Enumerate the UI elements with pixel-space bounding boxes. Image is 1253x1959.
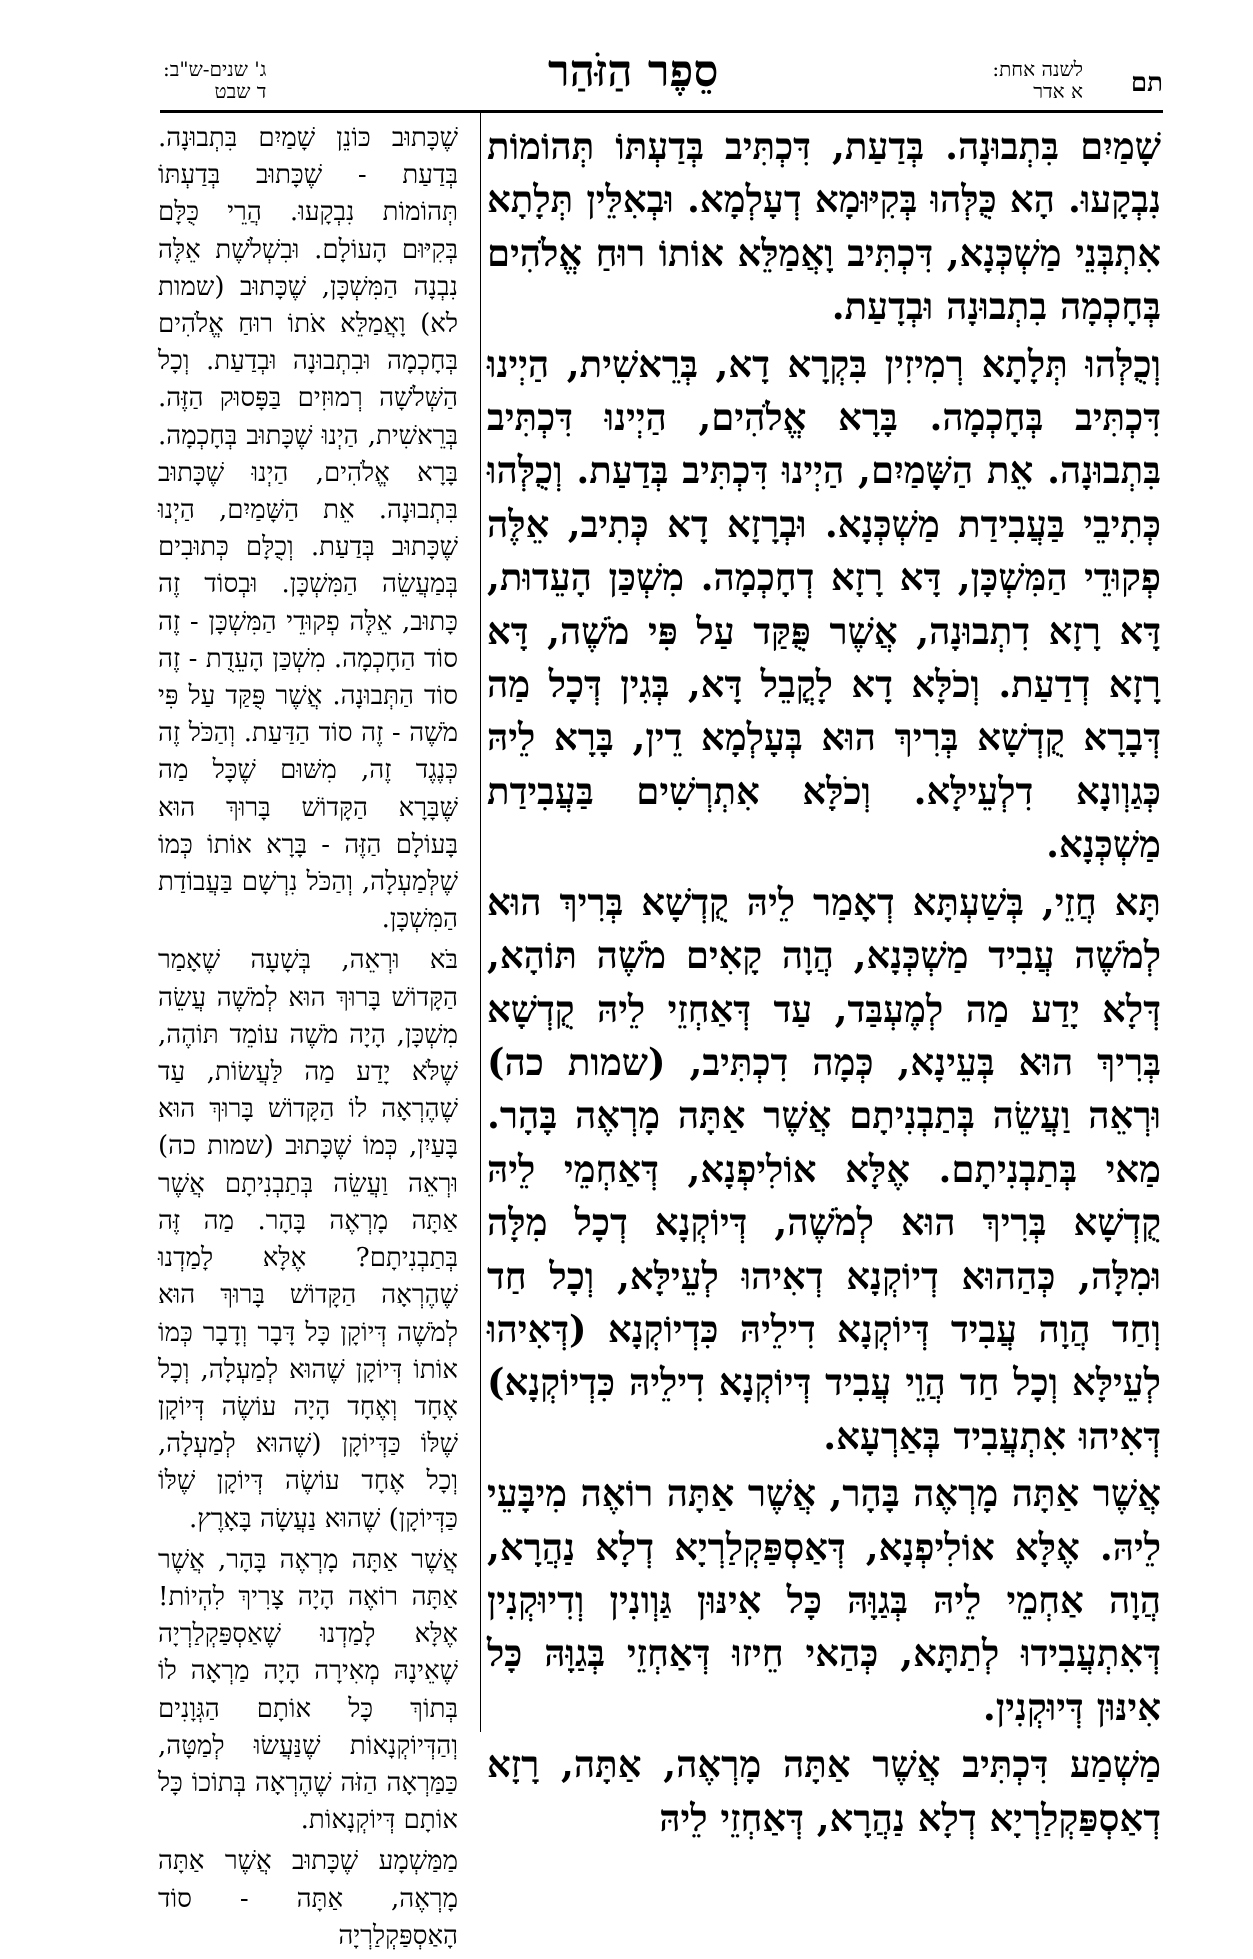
main-paragraph: שָׁמַיִם בִּתְבוּנָה. בְּדַעַת, דִּכְתִּיב בְּדַעְתּוֹ תְּהוֹמוֹת נִבְקָעוּ. הָא כֻּלְּהוּ בְּקִיּוּמָא דְעָלְמָא. וּבְאִלֵּין תְּלָתָא אִתְבְּנֵי מַשְׁכְּנָא, דִּכְתִּיב וָאֲמַלֵּא אוֹתוֹ רוּחַ אֱלֹהִים בְּחָכְמָה בִתְבוּנָה וּבְדָעַת. [487,124,1161,329]
commentary-paragraph: בֹּא וּרְאֵה, בְּשָׁעָה שֶׁאָמַר הַקָּדוֹשׁ בָּרוּךְ הוּא לְמֹשֶׁה עֲשֵׂה מִשְׁכָּן, הָיָה מֹשֶׁה עוֹמֵד תּוֹהֶה, שֶׁלֹּא יָדַע מַה לַּעֲשׂוֹת, עַד שֶׁהֶרְאָה לוֹ הַקָּדוֹשׁ בָּרוּךְ הוּא בָּעַיִן, כְּמוֹ שֶׁכָּתוּב (שמות כה) וּרְאֵה וַעֲשֵׂה בְּתַבְנִיתָם אֲשֶׁר אַתָּה מָרְאֶה בָּהָר. מַה זֶּה בְּתַבְנִיתָם? אֶלָּא לָמַדְנוּ שֶׁהֶרְאָה הַקָּדוֹשׁ בָּרוּךְ הוּא לְמֹשֶׁה דְּיוֹקָן כָּל דָּבָר וְדָבָר כְּמוֹ אוֹתוֹ דְּיוֹקָן שֶׁהוּא לְמַעְלָה, וְכָל אֶחָד וְאֶחָד הָיָה עוֹשֶׂה דְּיוֹקָן שֶׁלּוֹ כַּדְּיוֹקָן (שֶׁהוּא לְמַעְלָה, וְכָל אֶחָד עוֹשֶׂה דְּיוֹקָן שֶׁלּוֹ כַּדְּיוֹקָן) שֶׁהוּא נַעֲשָׂה בָּאָרֶץ. [158,945,458,1534]
column-divider [480,112,481,1732]
main-paragraph: מַשְׁמַע דִּכְתִּיב אֲשֶׁר אַתָּה מָרְאֶה, אַתָּה, רָזָא דְאַסְפַּקְלַרְיָא דְלָא נַהֲרָא, דְּאַחְזֵי לֵיהּ [487,1742,1161,1840]
main-paragraph: תָּא חֲזֵי, בְּשַׁעְתָּא דְאָמַר לֵיהּ קֻדְשָׁא בְּרִיךְ הוּא לְמֹשֶׁה עֲבִיד מַשְׁכְּנָא, הֲוָה קָאִים מֹשֶׁה תּוֹהָא, דְּלָא יָדַע מַה לְמֶעְבַּד, עַד דְּאַחְזֵי לֵיהּ קֻדְשָׁא בְּרִיךְ הוּא בְּעֵינָא, כְּמָה דִכְתִּיב, (שמות כה) וּרְאֵה וַעֲשֵׂה בְּתַבְנִיתָם אֲשֶׁר אַתָּה מָרְאֶה בָּהָר. מַאי בְּתַבְנִיתָם. אֶלָּא אוֹלִיפְנָא, דְּאַחְמֵי לֵיהּ קֻדְשָׁא בְּרִיךְ הוּא לְמֹשֶׁה, דְּיוֹקְנָא דְכָל מִלָּה וּמִלָּה, כְּהַהוּא דְיוֹקְנָא דְאִיהוּ לְעֵילָּא, וְכָל חַד וְחַד הֲוָה עֲבִיד דְּיוֹקְנָא דִילֵיהּ כִּדְיוֹקְנָא (דְּאִיהוּ לְעֵילָּא וְכָל חַד הֲוֵי עֲבִיד דְּיוֹקְנָא דִילֵיהּ כִּדְיוֹקְנָא) דְּאִיהוּ אִתְעֲבִיד בְּאַרְעָא. [487,879,1161,1458]
header-rule [160,110,1163,113]
schedule-one-year [992,58,1083,102]
schedule-label: לשנה אחת: [992,57,1083,81]
main-text-column [487,120,1161,1849]
commentary-column [158,120,458,1959]
commentary-paragraph: שֶׁכָּתוּב כּוֹנֵן שָׁמַיִם בִּתְבוּנָה. בְּדַעַת - שֶׁכָּתוּב בְּדַעְתּוֹ תְּהוֹמוֹת נִבְקָעוּ. הֲרֵי כֻּלָּם בְּקִיּוּם הָעוֹלָם. וּבִשְׁלֹשֶׁת אֵלֶּה נִבְנָה הַמִּשְׁכָּן, שֶׁכָּתוּב (שמות לא) וָאֲמַלֵּא אֹתוֹ רוּחַ אֱלֹהִים בְּחָכְמָה וּבִתְבוּנָה וּבְדַעַת. וְכָל הַשְּׁלֹשָׁה רְמוּזִים בַּפָּסוּק הַזֶּה. בְּרֵאשִׁית, הַיְנוּ שֶׁכָּתוּב בְּחָכְמָה. בָּרָא אֱלֹהִים, הַיְנוּ שֶׁכָּתוּב בִּתְבוּנָה. אֵת הַשָּׁמַיִם, הַיְנוּ שֶׁכָּתוּב בְּדַעַת. וְכֻלָּם כְּתוּבִים בְּמַעֲשֵׂה הַמִּשְׁכָּן. וּבְסוֹד זֶה כָּתוּב, אֵלֶּה פְקוּדֵי הַמִּשְׁכָּן - זֶה סוֹד הַחָכְמָה. מִשְׁכַּן הָעֵדֻת - זֶה סוֹד הַתְּבוּנָה. אֲשֶׁר פֻּקַּד עַל פִּי מֹשֶׁה - זֶה סוֹד הַדַּעַת. וְהַכֹּל זֶה כְּנֶגֶד זֶה, מִשּׁוּם שֶׁכָּל מַה שֶּׁבָּרָא הַקָּדוֹשׁ בָּרוּךְ הוּא בָּעוֹלָם הַזֶּה - בָּרָא אוֹתוֹ כְּמוֹ שֶׁלְּמַעְלָה, וְהַכֹּל נִרְשָׁם בַּעֲבוֹדַת הַמִּשְׁכָּן. [158,123,458,935]
main-paragraph: וְכֻלְּהוּ תְּלָתָא רְמִיזִין בִּקְרָא דָא, בְּרֵאשִׁית, הַיְינוּ דִּכְתִּיב בְּחָכְמָה. בָּרָא אֱלֹהִים, הַיְינוּ דִּכְתִּיב בִּתְבוּנָה. אֵת הַשָּׁמַיִם, הַיְינוּ דִּכְתִּיב בְּדַעַת. וְכֻלְּהוּ כְּתִיבֵי בַּעֲבִידַת מַשְׁכְּנָא. וּבְרָזָא דָא כְּתִיב, אֵלֶּה פְקוּדֵי הַמִּשְׁכָּן, דָּא רָזָא דְחָכְמָה. מִשְׁכַּן הָעֵדוּת, דָּא רָזָא דִתְבוּנָה, אֲשֶׁר פֻּקַּד עַל פִּי מֹשֶׁה, דָּא רָזָא דְדַעַת. וְכֹלָּא דָא לָקֳבֵל דָּא, בְּגִין דְּכָל מַה דְּבָרָא קֻדְשָׁא בְּרִיךְ הוּא בְּעָלְמָא דֵין, בָּרָא לֵיהּ כְּגַוְונָא דִלְעֵילָּא. וְכֹלָּא אִתְרְשִׁים בַּעֲבִידַת מַשְׁכְּנָא. [487,341,1161,867]
book-title: סֵפֶר הַזֹּהַר [548,46,719,97]
commentary-paragraph: מַמַּשְׁמָע שֶׁכָּתוּב אֲשֶׁר אַתָּה מָרְאֶה, אַתָּה - סוֹד הָאַסְפַּקְלַרְיָה [158,1846,458,1951]
page-number: תם [1130,68,1163,98]
main-paragraph: אֲשֶׁר אַתָּה מָרְאֶה בָּהָר, אֲשֶׁר אַתָּה רוֹאֶה מִיבָּעֵי לֵיהּ. אֶלָּא אוֹלִיפְנָא, דְּאַסְפַּקְלַרְיָא דְלָא נַהֲרָא, הֲוָה אַחְמֵי לֵיהּ בְּגַוָּהּ כָּל אִינּוּן גַּוְונִין וְדִיוּקְנִין דְּאִתְעֲבִידוּ לְתַתָּא, כְּהַאי חֵיזוּ דְּאַחְזֵי בְּגַוָּהּ כָּל אִינּוּן דְּיוּקְנִין. [487,1471,1161,1729]
cycle-date: ד שבט [214,79,267,103]
commentary-paragraph: אֲשֶׁר אַתָּה מָרְאֶה בָּהָר, אֲשֶׁר אַתָּה רוֹאֶה הָיָה צָרִיךְ לִהְיוֹת! אֶלָּא לָמַדְנוּ שֶׁאַסְפַּקְלַרְיָה שֶׁאֵינָהּ מְאִירָה הָיָה מַרְאָה לוֹ בְּתוֹךְ כָּל אוֹתָם הַגְּוָנִים וְהַדְּיוֹקְנָאוֹת שֶׁנַּעֲשׂוּ לְמַטָּה, כַּמַּרְאָה הַזֹּה שֶׁהֶרְאָה בְּתוֹכוֹ כָּל אוֹתָם דְּיוֹקְנָאוֹת. [158,1544,458,1836]
schedule-date: א אדר [1033,79,1083,103]
cycle-label: ג' שנים-ש"ב: [163,57,267,81]
schedule-three-year [163,58,266,102]
